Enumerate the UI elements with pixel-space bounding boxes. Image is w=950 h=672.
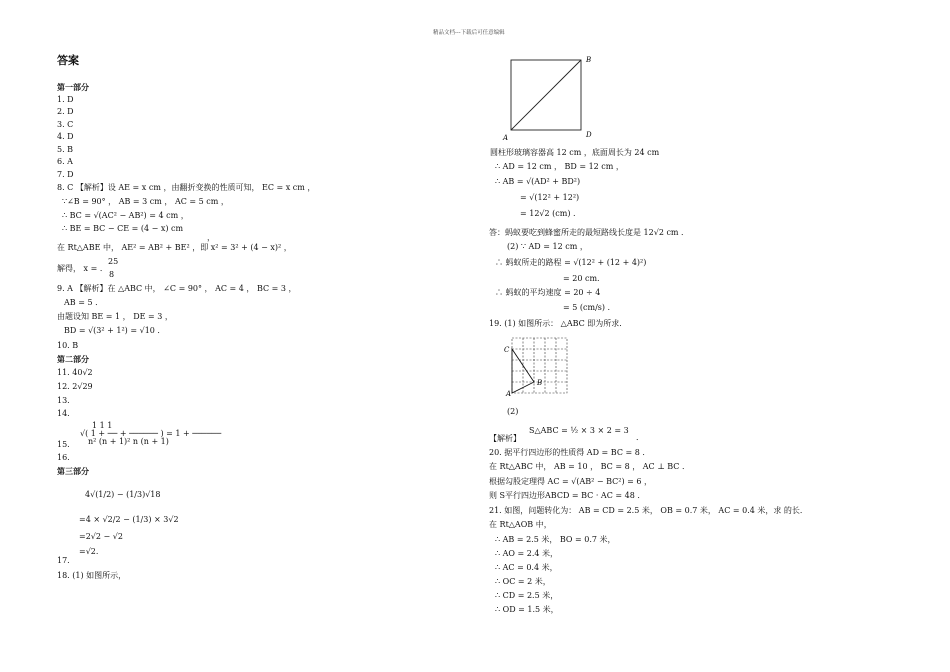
left-line: 第三部分 [57,466,89,476]
left-line: 4√(1/2) − (1/3)√18 [85,490,161,499]
left-line: √( 1 + ── + ────── ) = 1 + ────── [80,429,222,438]
left-line: 15. [57,440,70,449]
right-line: = 5 (cm/s) . [563,303,611,312]
left-line: 解得， x = ． [57,264,108,273]
left-line: ∴ BE = BC − CE = (4 − x) cm [62,224,184,233]
left-line: =2√2 − √2 [79,532,123,541]
left-line: 第一部分 [57,82,89,92]
label-C: C [504,346,510,354]
right-line: 20. 据平行四边形的性质得 AD = BC = 8 ． [489,448,651,457]
label-D: D [586,131,592,139]
left-line: 16. [57,453,70,462]
left-line: 在 Rt△ABE 中， AE² = AB² + BE² ，即 x² = 3² + (4 − x)² ， [57,243,292,252]
left-line: ∵∠B = 90° ， AB = 3 cm ， AC = 5 cm ， [62,197,229,206]
left-line: ∴ BC = √(AC² − AB²) = 4 cm ， [62,211,189,220]
right-line: = √(12² + 12²) [520,193,580,202]
right-line: ∴ AC = 0.4 米， [495,563,558,572]
right-line: 在 Rt△AOB 中， [489,520,552,529]
left-line: BD = √(3² + 1²) = √10 ． [64,326,166,335]
label-B: B [537,379,543,387]
left-line: 14. [57,409,70,418]
page-title: 答案 [57,54,79,67]
grid-diagram [503,333,578,399]
left-line: AB = 5 ． [64,298,104,307]
right-line: ∴ AD = 12 cm ， BD = 12 cm ， [495,162,624,171]
left-line: n² (n + 1)² n (n + 1) [88,437,169,446]
right-line: ． [636,433,644,442]
right-line: ∴ AB = 2.5 米， BO = 0.7 米， [495,535,616,544]
right-line: 圆柱形玻璃容器高 12 cm ，底面周长为 24 cm [490,148,660,157]
right-line: ∴ AB = √(AD² + BD²) [495,177,581,186]
label-B: B [586,56,592,64]
left-line: 2. D [57,107,74,116]
left-line: =4 × √2/2 − (1/3) × 3√2 [79,515,179,524]
right-line: 19. (1) 如图所示： △ABC 即为所求． [489,319,628,328]
left-line: 5. B [57,145,74,154]
left-line: 8. C 【解析】设 AE = x cm ，由翻折变换的性质可知， EC = x cm ， [57,183,316,192]
right-line: ∴ 蚂蚁的平均速度 = 20 ÷ 4 [495,288,601,297]
right-line: 答：蚂蚁要吃到蜂蜜所走的最短路线长度是 12√2 cm ． [489,228,690,237]
right-line: = 12√2 (cm) . [520,209,576,218]
left-line: 11. 40√2 [57,368,93,377]
left-line: 8 [109,270,115,279]
left-line: 第二部分 [57,354,89,364]
left-line: 7. D [57,170,74,179]
left-line: 17. [57,556,70,565]
right-line: 则 S平行四边形ABCD = BC · AC = 48 ． [489,491,646,500]
right-line: 根据勾股定理得 AC = √(AB² − BC²) = 6 ， [489,477,652,486]
left-line: 13. [57,396,70,405]
right-line: 在 Rt△ABC 中， AB = 10 ， BC = 8 ， AC ⊥ BC ． [489,462,690,471]
left-line: 18. (1) 如图所示， [57,571,127,580]
right-line: ∴ CD = 2.5 米， [495,591,559,600]
left-line: 25 [108,257,119,266]
label-A: A [506,390,512,398]
right-line: = 20 cm. [563,274,600,283]
right-line: ∴ AO = 2.4 米， [495,549,559,558]
left-line: 6. A [57,157,73,166]
left-line: 3. C [57,120,74,129]
right-line: ∴ 蚂蚁所走的路程 = √(12² + (12 + 4)²) [495,258,647,267]
left-line: 1. D [57,95,74,104]
left-line: 12. 2√29 [57,382,93,391]
page-header: 精品文档---下载后可任意编辑 [433,30,505,36]
left-line: ， [207,233,215,242]
right-line: ∴ OD = 1.5 米， [495,605,559,614]
left-line: 1 1 1 [92,421,113,430]
left-line: 由题设知 BE = 1 ， DE = 3 ， [57,312,173,321]
left-line: =√2. [79,547,99,556]
right-line: (2) ∵ AD = 12 cm ， [507,242,588,251]
left-line: 9. A 【解析】在 △ABC 中， ∠C = 90° ， AC = 4 ， BC = 3 ， [57,284,297,293]
left-line: 4. D [57,132,74,141]
right-line: ∴ OC = 2 米， [495,577,551,586]
right-line: 21. 如图，问题转化为： AB = CD = 2.5 米， OB = 0.7 米， AC = 0.4 米，求 的长． [489,506,808,515]
right-line: 【解析】 [489,434,521,443]
right-line: (2) [507,407,519,416]
square-diagram [498,52,598,142]
left-line: 10. B [57,341,79,350]
label-A: A [503,134,509,142]
right-line: S△ABC = ½ × 3 × 2 = 3 [529,426,629,435]
